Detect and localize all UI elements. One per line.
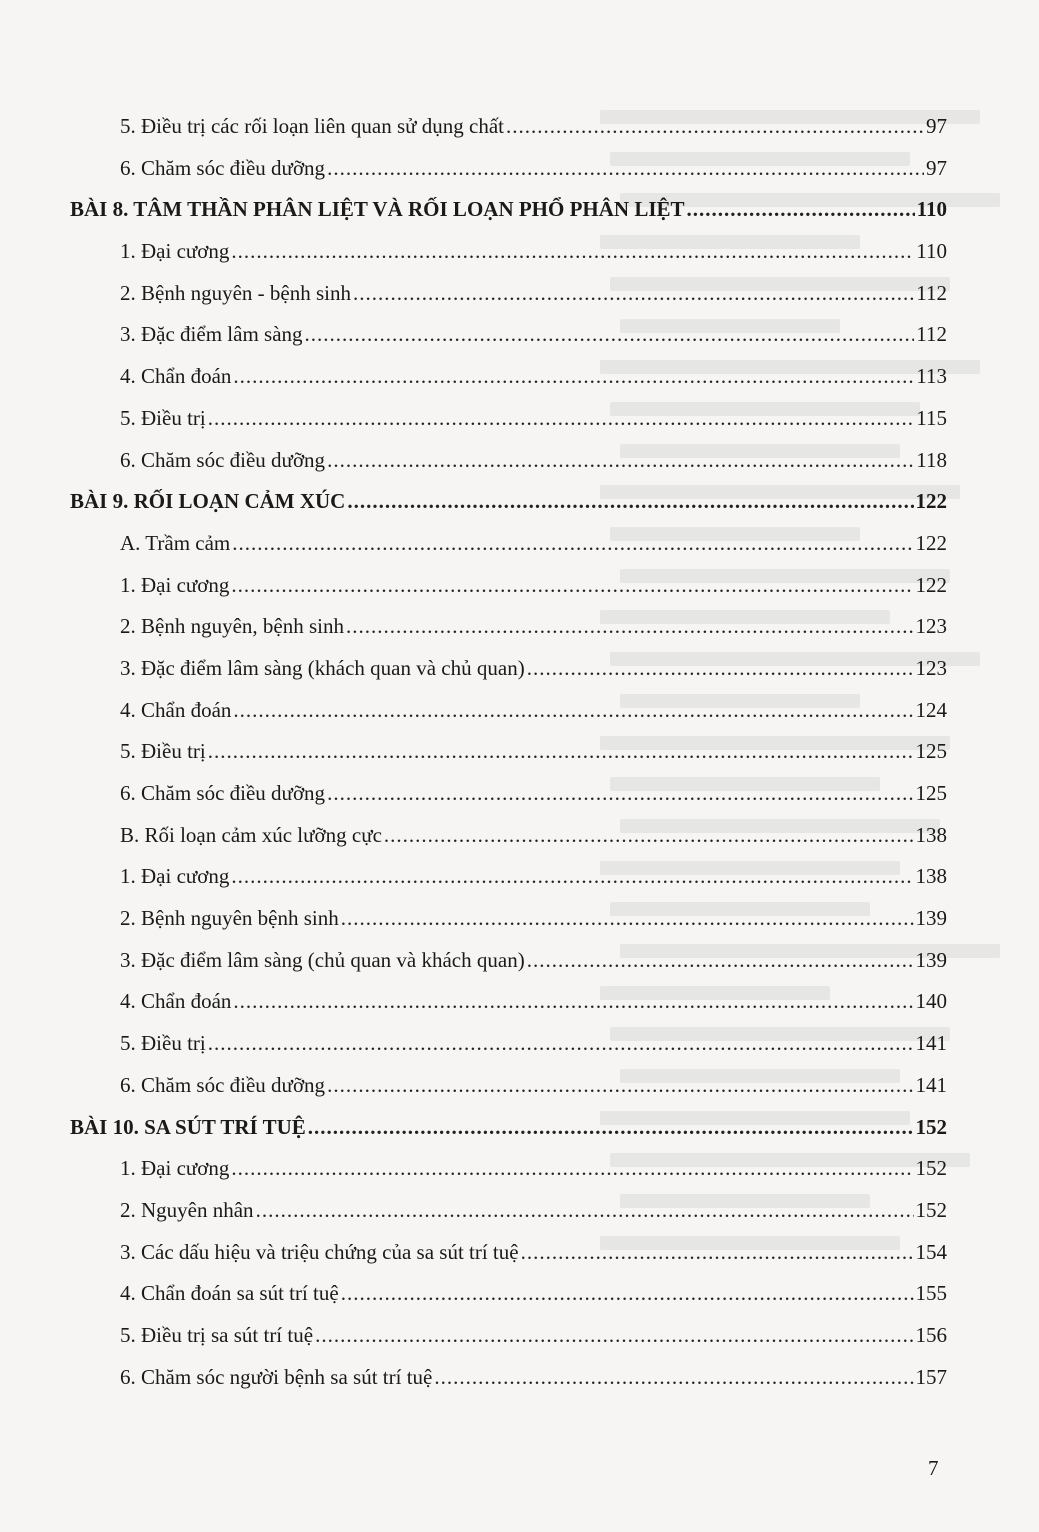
dot-leader — [527, 648, 914, 690]
dot-leader — [327, 773, 913, 815]
toc-entry-title: 2. Bệnh nguyên, bệnh sinh — [120, 614, 344, 639]
dot-leader — [315, 1315, 913, 1357]
dot-leader — [327, 1065, 913, 1107]
toc-entry-title: 2. Bệnh nguyên bệnh sinh — [120, 906, 339, 931]
dot-leader — [231, 1148, 913, 1190]
toc-entry-title: BÀI 10. SA SÚT TRÍ TUỆ — [70, 1114, 306, 1139]
dot-leader — [256, 1190, 914, 1232]
dot-leader — [232, 523, 913, 565]
dot-leader — [341, 898, 914, 940]
toc-section-entry — [70, 523, 947, 565]
toc-entry-title: 6. Chăm sóc điều dưỡng — [120, 155, 326, 180]
dot-leader — [506, 106, 924, 148]
toc-entry-title: 6. Chăm sóc người bệnh sa sút trí tuệ — [120, 1364, 433, 1389]
toc-entry-page: 141 — [915, 1031, 947, 1056]
toc-entry-page: 110 — [916, 239, 947, 264]
toc-entry-page: 139 — [915, 906, 947, 931]
toc-section-entry — [70, 981, 947, 1023]
toc-entry-page: 152 — [915, 1114, 947, 1139]
dot-leader — [231, 856, 913, 898]
dot-leader — [233, 981, 913, 1023]
toc-entry-page: 110 — [916, 197, 947, 222]
toc-entry-page: 112 — [916, 280, 947, 305]
toc-section-entry — [70, 1315, 947, 1357]
toc-entry-title: 1. Đại cương — [120, 572, 230, 597]
toc-entry-title: 5. Điều trị sa sút trí tuệ — [120, 1322, 314, 1347]
toc-entry-page: 97 — [926, 114, 947, 138]
toc-section-entry — [70, 1023, 947, 1065]
toc-entry-page: 155 — [915, 1281, 947, 1306]
dot-leader — [384, 815, 914, 857]
toc-section-entry — [70, 1273, 947, 1315]
toc-entry-page: 113 — [916, 364, 947, 389]
toc-section-entry — [70, 1357, 947, 1399]
dot-leader — [308, 1107, 914, 1149]
dot-leader — [231, 231, 914, 273]
toc-entry-page: 97 — [926, 155, 947, 180]
toc-entry-title: 3. Đặc điểm lâm sàng — [120, 322, 303, 347]
toc-section-entry — [70, 231, 947, 273]
dot-leader — [208, 1023, 914, 1065]
toc-entry-title: 6. Chăm sóc điều dưỡng — [120, 447, 326, 472]
dot-leader — [346, 606, 914, 648]
toc-entry-page: 122 — [915, 572, 947, 597]
dot-leader — [233, 356, 914, 398]
toc-section-entry — [70, 565, 947, 607]
toc-entry-page: 112 — [916, 322, 947, 347]
toc-entry-page: 154 — [915, 1239, 947, 1264]
toc-entry-title: 4. Chẩn đoán — [120, 364, 232, 389]
toc-section-entry — [70, 856, 947, 898]
toc-section-entry — [70, 773, 947, 815]
toc-entry-page: 122 — [915, 530, 947, 555]
toc-entry-page: 122 — [915, 489, 947, 514]
toc-entry-page: 140 — [915, 989, 947, 1014]
dot-leader — [233, 690, 913, 732]
toc-entry-page: 125 — [915, 781, 947, 805]
toc-entry-title: 2. Nguyên nhân — [120, 1197, 254, 1222]
toc-entry-title: 4. Chẩn đoán — [120, 989, 232, 1014]
dot-leader — [527, 940, 914, 982]
toc-section-entry — [70, 940, 947, 982]
toc-section-entry — [70, 148, 947, 190]
dot-leader — [347, 481, 913, 523]
toc-chapter-entry — [70, 481, 947, 523]
toc-chapter-entry — [70, 189, 947, 231]
toc-entry-page: 139 — [915, 947, 947, 972]
toc-section-entry — [70, 440, 947, 482]
toc-entry-title: 5. Điều trị — [120, 1031, 206, 1056]
toc-entry-page: 115 — [916, 405, 947, 430]
table-of-contents — [70, 106, 947, 1398]
toc-entry-title: 4. Chẩn đoán sa sút trí tuệ — [120, 1281, 339, 1306]
toc-section-entry — [70, 356, 947, 398]
dot-leader — [305, 314, 915, 356]
toc-entry-title: 5. Điều trị các rối loạn liên quan sử dụng chất — [120, 114, 505, 138]
toc-entry-title: B. Rối loạn cảm xúc lưỡng cực — [120, 822, 382, 847]
toc-section-entry — [70, 106, 947, 148]
toc-entry-title: A. Trầm cảm — [120, 530, 231, 555]
toc-chapter-entry — [70, 1107, 947, 1149]
toc-entry-title: 3. Đặc điểm lâm sàng (khách quan và chủ quan) — [120, 655, 525, 680]
dot-leader — [434, 1357, 913, 1399]
page-number: 7 — [928, 1456, 939, 1480]
toc-entry-page: 138 — [915, 864, 947, 889]
toc-entry-title: 1. Đại cương — [120, 864, 230, 889]
dot-leader — [353, 273, 914, 315]
toc-entry-page: 125 — [915, 739, 947, 764]
toc-entry-title: 6. Chăm sóc điều dưỡng — [120, 781, 326, 805]
toc-section-entry — [70, 731, 947, 773]
toc-section-entry — [70, 815, 947, 857]
dot-leader — [231, 565, 913, 607]
dot-leader — [341, 1273, 914, 1315]
toc-section-entry — [70, 398, 947, 440]
dot-leader — [327, 440, 914, 482]
toc-entry-title: 1. Đại cương — [120, 239, 230, 264]
toc-entry-title: 4. Chẩn đoán — [120, 697, 232, 722]
toc-section-entry — [70, 898, 947, 940]
dot-leader — [521, 1232, 914, 1274]
dot-leader — [208, 398, 915, 440]
toc-entry-title: BÀI 8. TÂM THẦN PHÂN LIỆT VÀ RỐI LOẠN PHỔ PHÂN LIỆT — [70, 197, 685, 222]
toc-entry-title: 1. Đại cương — [120, 1156, 230, 1181]
toc-entry-title: 2. Bệnh nguyên - bệnh sinh — [120, 280, 351, 305]
toc-entry-title: 3. Các dấu hiệu và triệu chứng của sa sút trí tuệ — [120, 1239, 519, 1264]
toc-entry-title: 5. Điều trị — [120, 739, 206, 764]
toc-entry-page: 118 — [916, 447, 947, 472]
dot-leader — [208, 731, 914, 773]
dot-leader — [687, 189, 915, 231]
toc-entry-page: 156 — [915, 1322, 947, 1347]
dot-leader — [327, 148, 924, 190]
toc-section-entry — [70, 273, 947, 315]
toc-entry-title: 6. Chăm sóc điều dưỡng — [120, 1072, 326, 1097]
toc-section-entry — [70, 314, 947, 356]
toc-section-entry — [70, 648, 947, 690]
toc-entry-page: 141 — [915, 1072, 947, 1097]
toc-entry-title: BÀI 9. RỐI LOẠN CẢM XÚC — [70, 489, 346, 514]
toc-entry-page: 157 — [915, 1364, 947, 1389]
toc-entry-page: 124 — [915, 697, 947, 722]
toc-section-entry — [70, 1148, 947, 1190]
toc-entry-title: 5. Điều trị — [120, 405, 206, 430]
toc-section-entry — [70, 606, 947, 648]
toc-section-entry — [70, 1232, 947, 1274]
toc-entry-page: 152 — [915, 1156, 947, 1181]
toc-section-entry — [70, 1065, 947, 1107]
toc-section-entry — [70, 690, 947, 732]
toc-entry-title: 3. Đặc điểm lâm sàng (chủ quan và khách quan) — [120, 947, 525, 972]
toc-entry-page: 123 — [915, 655, 947, 680]
toc-entry-page: 138 — [915, 822, 947, 847]
toc-entry-page: 152 — [915, 1197, 947, 1222]
toc-entry-page: 123 — [915, 614, 947, 639]
toc-section-entry — [70, 1190, 947, 1232]
